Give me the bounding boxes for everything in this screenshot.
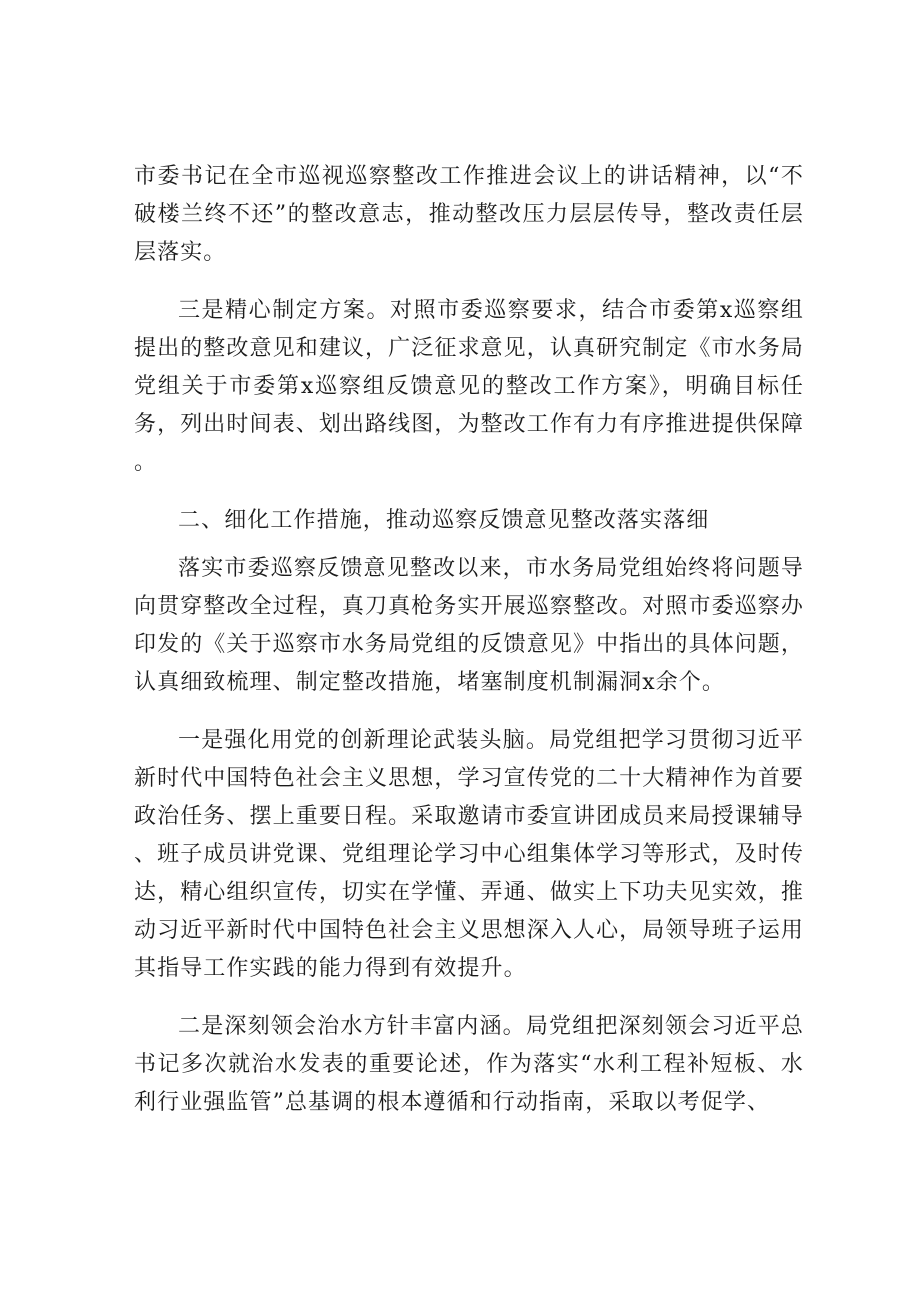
paragraph-theory: 一是强化用党的创新理论武装头脑。局党组把学习贯彻习近平新时代中国特色社会主义思想，学习宣传党的二十大精神作为首要政治任务、摆上重要日程。采取邀请市委宣讲团成员来局授课辅导、班子成员讲党课、党组理论学习中心组集体学习等形式，及时传达，精心组织宣传，切实在学懂、弄通、做实上下功夫见实效，推动习近平新时代中国特色社会主义思想深入人心，局领导班子运用其指导工作实践的能力得到有效提升。 <box>134 728 804 981</box>
paragraph-continuation: 市委书记在全市巡视巡察整改工作推进会议上的讲话精神，以“不破楼兰终不还”的整改意志，推动整改压力层层传导，整改责任层层落实。 <box>134 164 804 265</box>
paragraph-water-policy: 二是深刻领会治水方针丰富内涵。局党组把深刻领会习近平总书记多次就治水发表的重要论述，作为落实“水利工程补短板、水利行业强监管”总基调的根本遵循和行动指南，采取以考促学、 <box>134 1014 804 1115</box>
document-page <box>134 158 804 1122</box>
section-heading: 二、细化工作措施，推动巡察反馈意见整改落实落细 <box>178 508 710 533</box>
paragraph-plan: 三是精心制定方案。对照市委巡察要求，结合市委第x巡察组提出的整改意见和建议，广泛征求意见，认真研究制定《市水务局党组关于市委第x巡察组反馈意见的整改工作方案》，明确目标任务，列出时间表、划出路线图，为整改工作有力有序推进提供保障。 <box>134 298 804 475</box>
paragraph-rectification: 落实市委巡察反馈意见整改以来，市水务局党组始终将问题导向贯穿整改全过程，真刀真枪务实开展巡察整改。对照市委巡察办印发的《关于巡察市水务局党组的反馈意见》中指出的具体问题，认真细致梳理、制定整改措施，堵塞制度机制漏洞x余个。 <box>134 556 804 695</box>
